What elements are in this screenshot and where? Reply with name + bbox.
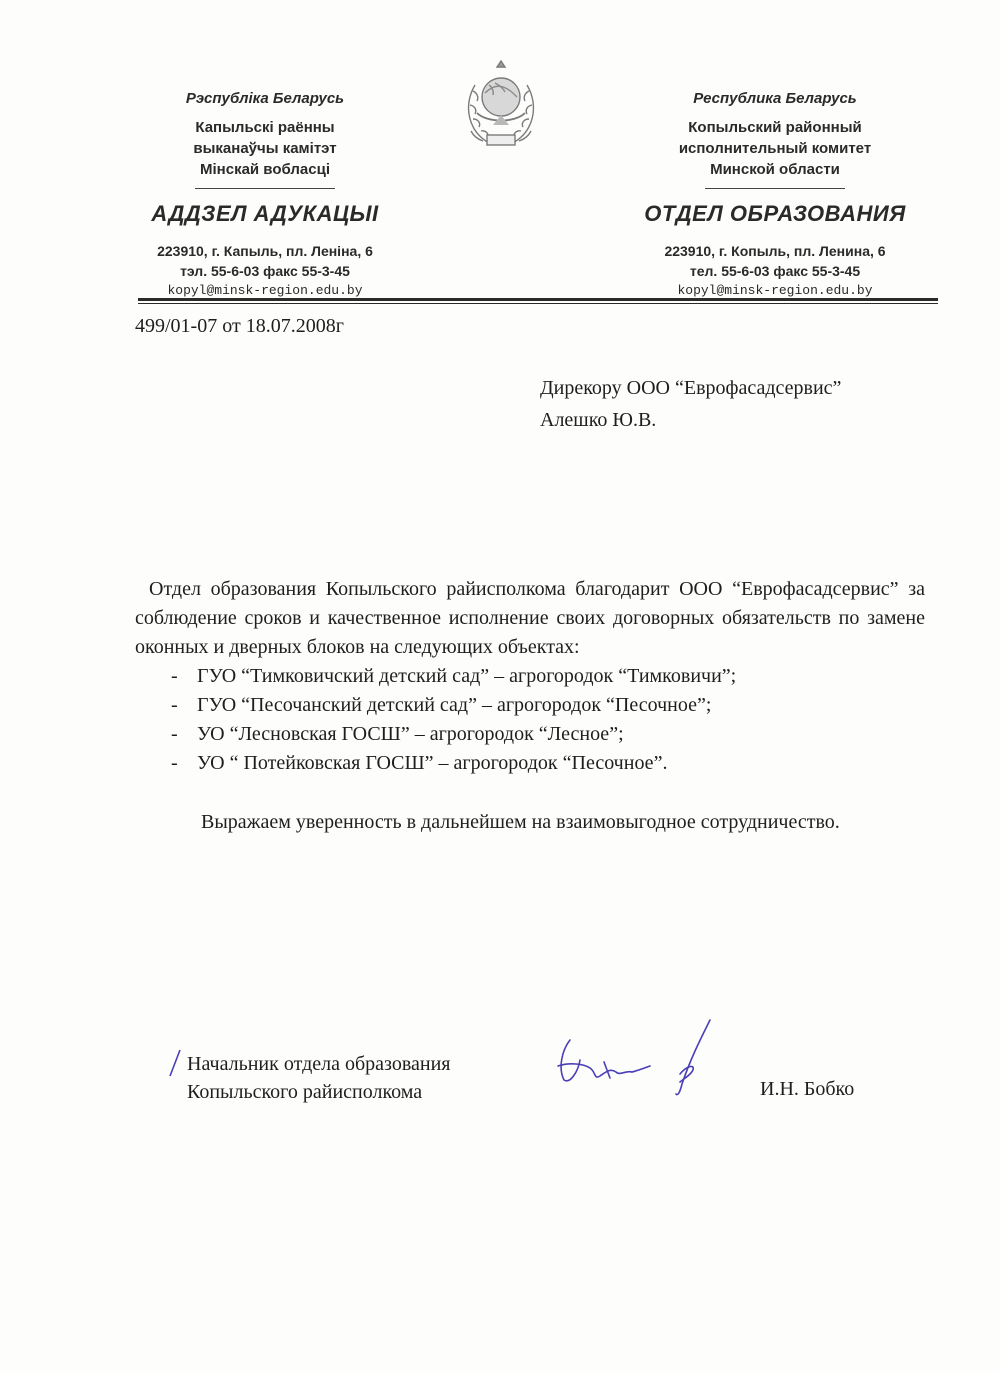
body-paragraph-1: Отдел образования Копыльского райисполкома благодарит ООО “Еврофасадсервис” за соблюдение сроков и качественное исполнение своих договорных обязательств по замене оконных и дверных блоков на следующих объектах: (135, 578, 925, 658)
signatory-title (187, 1050, 450, 1106)
header-right-email: kopyl@minsk-region.edu.by (677, 283, 873, 298)
addressee-line1: Дирекору ООО “Еврофасадсервис” (540, 377, 842, 399)
objects-list (135, 662, 925, 778)
header-left-divider (195, 188, 335, 189)
signatory-title-line2: Копыльского райисполкома (187, 1081, 423, 1103)
header-right-address: 223910, г. Копыль, пл. Ленина, 6 (664, 243, 886, 259)
header-right (610, 90, 940, 301)
header-left-email: kopyl@minsk-region.edu.by (167, 283, 363, 298)
list-item: - ГУО “Песочанский детский сад” – агрогородок “Песочное”; (135, 691, 925, 720)
header-left-org-line3: Мінскай вобласці (200, 161, 330, 178)
list-item: - УО “ Потейковская ГОСШ” – агрогородок “Песочное”. (135, 749, 925, 778)
header-rule-thick (138, 298, 938, 301)
header-left-org-line2: выканаўчы камітэт (193, 140, 337, 157)
signatory-title-line1: Начальник отдела образования (187, 1053, 451, 1075)
header-left-republic: Рэспубліка Беларусь (185, 90, 345, 107)
list-item: - УО “Лесновская ГОСШ” – агрогородок “Лесное”; (135, 720, 925, 749)
header-left-department: АДДЗЕЛ АДУКАЦЫІ (151, 201, 379, 226)
signatory-name: И.Н. Бобко (760, 1078, 855, 1100)
header-right-org-line1: Копыльский районный (688, 119, 862, 136)
handwritten-signature-icon (540, 1010, 720, 1100)
addressee-line2: Алешко Ю.В. (540, 409, 657, 431)
header-left-phone: тэл. 55-6-03 факс 55-3-45 (180, 263, 350, 279)
reference-number: 499/01-07 от 18.07.2008г (135, 315, 344, 337)
header-right-phone: тел. 55-6-03 факс 55-3-45 (689, 263, 861, 279)
coat-of-arms-icon (455, 55, 547, 155)
header-right-org-line3: Минской области (710, 161, 840, 178)
header-right-republic: Республика Беларусь (693, 90, 857, 107)
header-rule-thin (138, 303, 938, 304)
header-left (120, 90, 410, 301)
body-paragraph-2: Выражаем уверенность в дальнейшем на взаимовыгодное сотрудничество. (201, 811, 840, 833)
header-right-org-line2: исполнительный комитет (678, 140, 872, 157)
list-item: - ГУО “Тимковичский детский сад” – агрогородок “Тимковичи”; (135, 662, 925, 691)
header-left-org-line1: Капыльскі раённы (195, 119, 335, 136)
ink-tick-mark-icon (164, 1048, 184, 1078)
addressee-block (540, 372, 841, 436)
header-right-divider (705, 188, 845, 189)
letter-body (135, 575, 925, 837)
header-left-address: 223910, г. Капыль, пл. Леніна, 6 (157, 243, 373, 259)
header-right-department: ОТДЕЛ ОБРАЗОВАНИЯ (644, 201, 906, 226)
